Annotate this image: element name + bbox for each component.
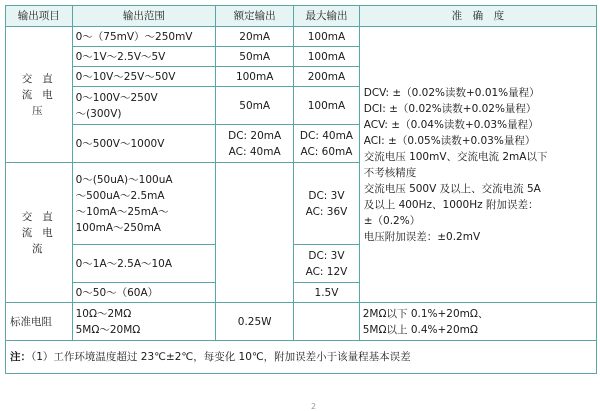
- accuracy-line: ACI: ±（0.05%读数+0.03%量程）: [363, 134, 536, 147]
- max-cell: 200mA: [294, 67, 360, 87]
- accuracy-line: 交流电压 100mV、交流电流 2mA以下: [363, 150, 548, 163]
- range-line: 5MΩ～20MΩ: [75, 323, 141, 336]
- rated-line: DC: 20mA: [228, 129, 282, 142]
- table-row: [6, 303, 597, 341]
- max-cell: [294, 245, 360, 283]
- accuracy-line: DCI: ±（0.02%读数+0.02%量程）: [363, 102, 537, 115]
- max-cell: 100mA: [294, 47, 360, 67]
- header-output-range: 输出范围: [72, 6, 216, 27]
- accuracy-cell: [359, 303, 596, 341]
- accuracy-line: 5MΩ以上 0.4%+20mΩ: [362, 323, 478, 336]
- range-cell: [72, 303, 216, 341]
- range-line: 0～100V～250V: [75, 91, 158, 104]
- range-cell: 0～（75mV）～250mV: [72, 27, 216, 47]
- rated-cell-empty: [216, 163, 294, 303]
- max-cell: 100mA: [294, 27, 360, 47]
- max-line: DC: 3V: [308, 189, 345, 202]
- range-cell: 0～1A～2.5A～10A: [72, 245, 216, 283]
- rated-line: AC: 40mA: [228, 145, 281, 158]
- accuracy-cell: [359, 27, 596, 303]
- category-resistance: 标准电阻: [6, 303, 73, 341]
- accuracy-line: ±（0.2%）: [363, 214, 421, 227]
- rated-cell: 20mA: [216, 27, 294, 47]
- header-accuracy: 准 确 度: [359, 6, 596, 27]
- range-line: ～(300V): [75, 107, 122, 120]
- max-line: AC: 36V: [305, 205, 348, 218]
- header-max-output: 最大输出: [294, 6, 360, 27]
- table-row: [6, 27, 597, 47]
- range-line: 10Ω～2MΩ: [75, 307, 132, 320]
- range-cell: [72, 87, 216, 125]
- max-cell: [294, 125, 360, 163]
- max-cell-empty: [294, 303, 360, 341]
- header-row: [6, 6, 597, 27]
- range-line: 100mA～250mA: [75, 221, 161, 234]
- accuracy-line: 电压附加误差：±0.2mV: [363, 230, 481, 243]
- max-cell: 100mA: [294, 87, 360, 125]
- note-cell: [6, 341, 597, 374]
- note-label: 注：: [10, 351, 31, 363]
- max-cell: 1.5V: [294, 283, 360, 303]
- rated-cell: 100mA: [216, 67, 294, 87]
- max-line: DC: 40mA: [299, 129, 353, 142]
- range-line: ～500uA～2.5mA: [75, 189, 165, 202]
- accuracy-line: 不考核精度: [363, 166, 417, 179]
- max-line: AC: 12V: [305, 265, 348, 278]
- page-mark: 2: [311, 402, 317, 411]
- max-line: DC: 3V: [308, 249, 345, 262]
- accuracy-line: 交流电压 500V 及以上、交流电流 5A: [363, 182, 541, 195]
- range-line: ～10mA～25mA～: [75, 205, 169, 218]
- rated-cell: [216, 125, 294, 163]
- range-cell: 0～500V～1000V: [72, 125, 216, 163]
- range-line: 0～(50uA)～100uA: [75, 173, 173, 186]
- header-output-item: 输出项目: [6, 6, 73, 27]
- note-row: [6, 341, 597, 374]
- accuracy-line: DCV: ±（0.02%读数+0.01%量程）: [363, 86, 540, 99]
- range-cell: [72, 163, 216, 245]
- specification-table: [5, 5, 597, 374]
- spec-table-wrapper: [5, 5, 597, 374]
- header-rated-output: 额定输出: [216, 6, 294, 27]
- range-cell: 0～50～（60A）: [72, 283, 216, 303]
- rated-cell: 50mA: [216, 47, 294, 67]
- accuracy-line: ACV: ±（0.04%读数+0.03%量程）: [363, 118, 539, 131]
- category-voltage: 交直流电压: [6, 27, 73, 163]
- accuracy-line: 2MΩ以下 0.1%+20mΩ、: [362, 307, 489, 320]
- rated-cell: 50mA: [216, 87, 294, 125]
- max-line: AC: 60mA: [300, 145, 353, 158]
- accuracy-line: 及以上 400Hz、1000Hz 附加误差：: [363, 198, 539, 211]
- range-cell: 0～1V～2.5V～5V: [72, 47, 216, 67]
- range-cell: 0～10V～25V～50V: [72, 67, 216, 87]
- max-cell: [294, 163, 360, 245]
- rated-cell: 0.25W: [216, 303, 294, 341]
- note-text: （1）工作环境温度超过 23℃±2℃，每变化 10℃，附加误差小于该量程基本误差: [31, 351, 411, 363]
- category-current: 交直流电流: [6, 163, 73, 303]
